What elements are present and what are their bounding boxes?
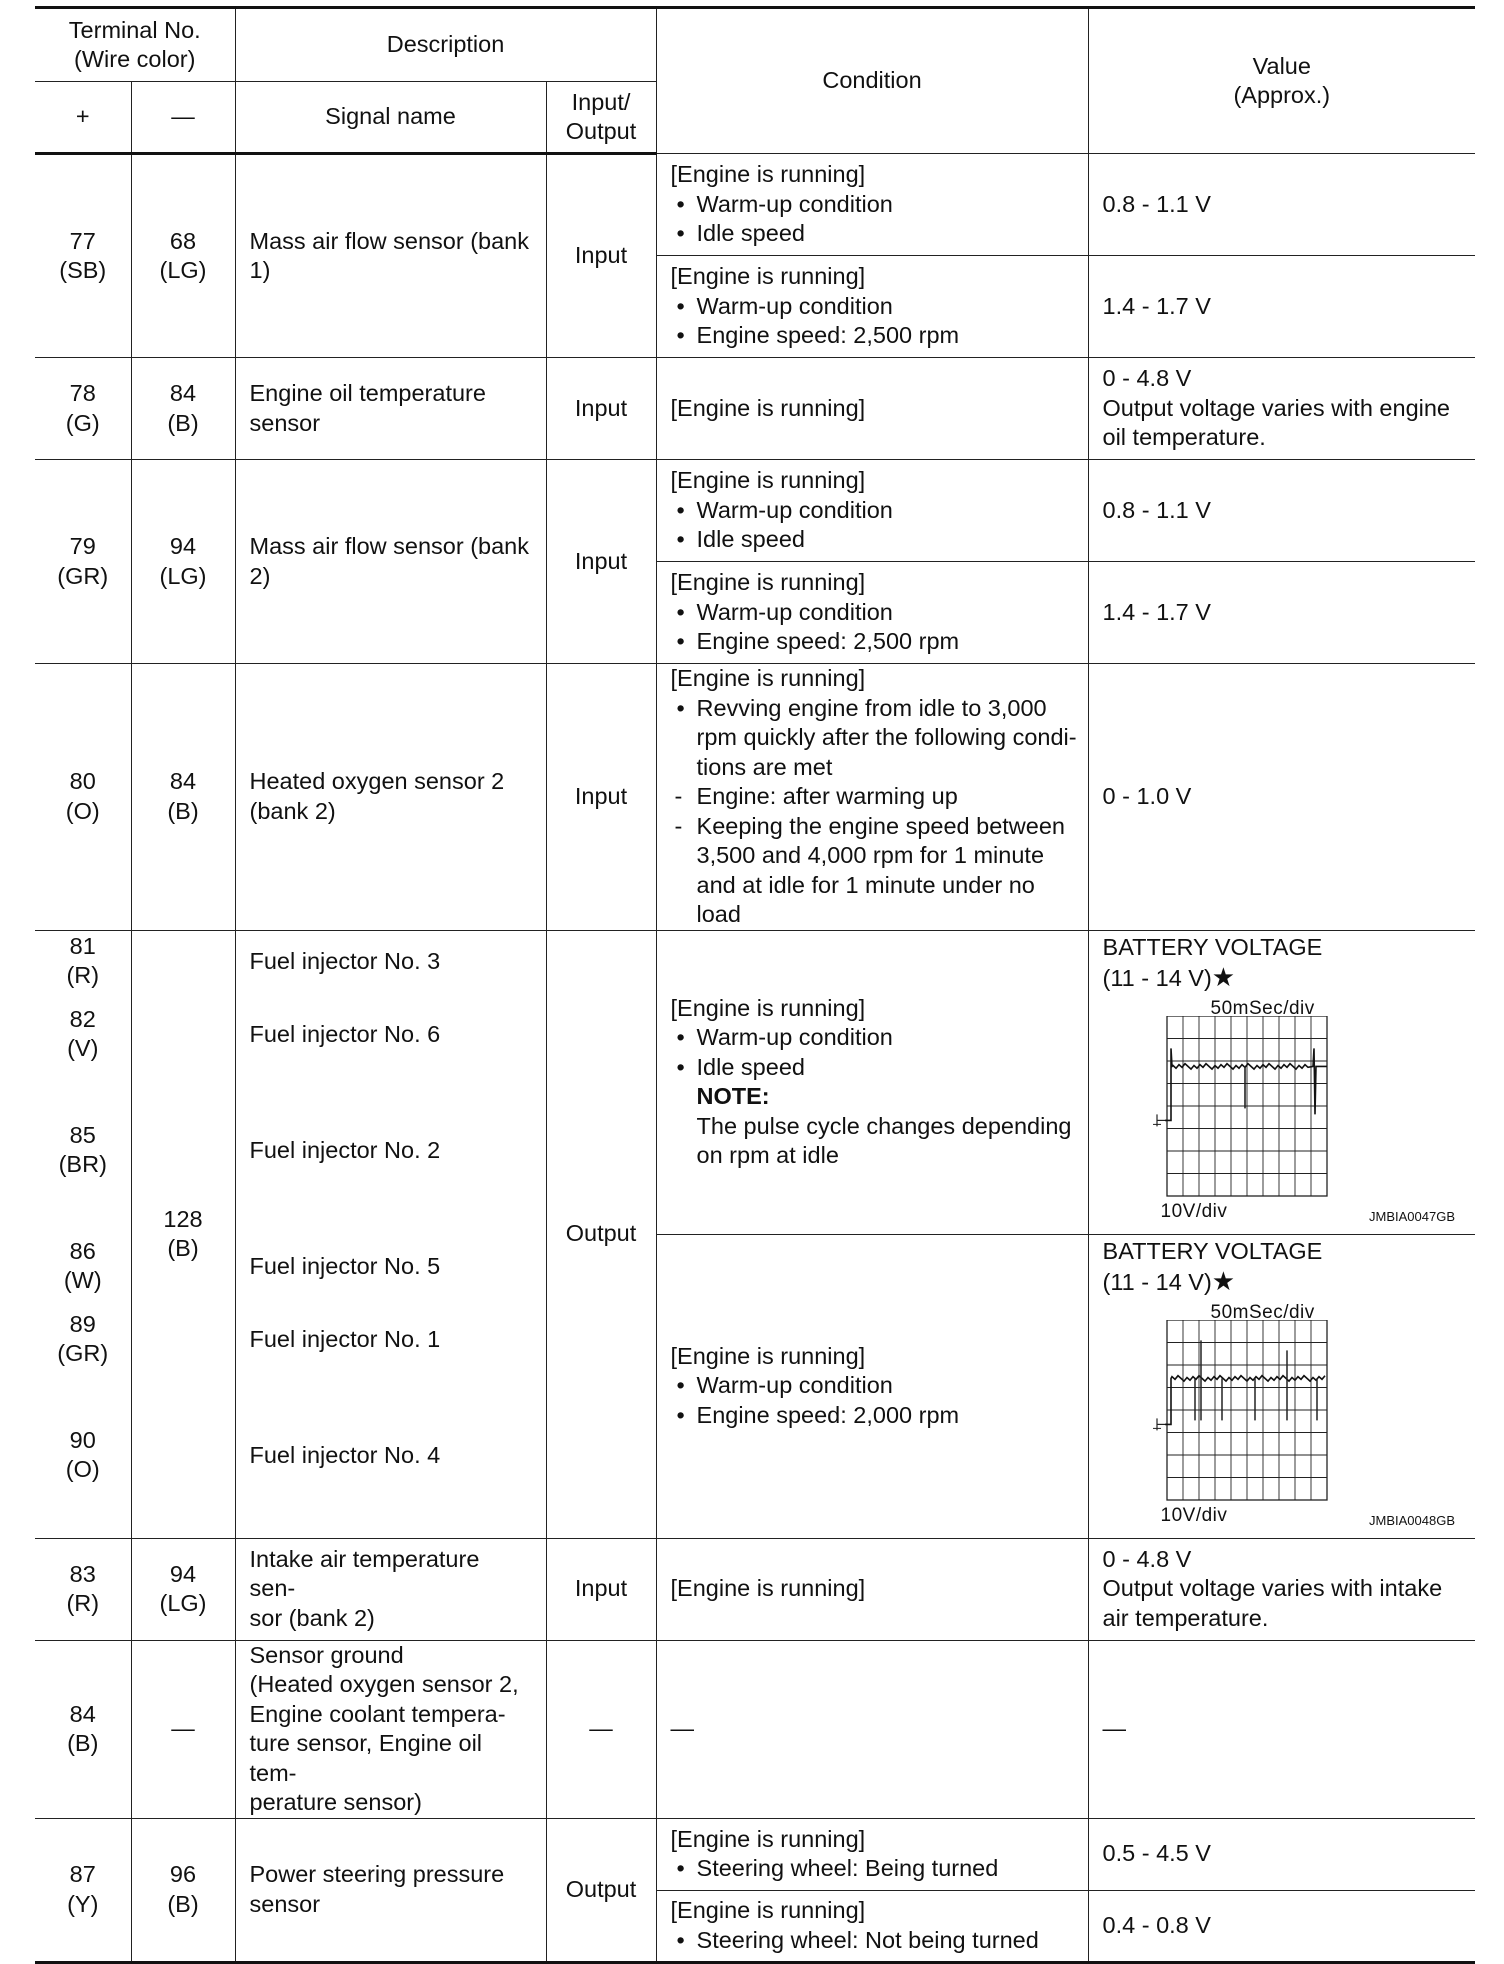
header-plus: + [35, 82, 131, 154]
terminal-plus: 78 (G) [35, 358, 131, 460]
condition: [Engine is running] • Warm-up condition • Idle speed NOTE: The pulse cycle changes depending on rpm at idle [656, 930, 1088, 1234]
condition: [Engine is running] • Warm-up condition • Idle speed [656, 460, 1088, 562]
header-value: Value (Approx.) [1088, 8, 1475, 154]
table-row [35, 1640, 1475, 1818]
header-terminal-no: Terminal No. (Wire color) [35, 8, 235, 82]
signal-name: Fuel injector No. 3 [249, 947, 441, 974]
input-output: Output [546, 930, 656, 1538]
signal-name: Fuel injector No. 2 [249, 1136, 441, 1163]
waveform-trace [1165, 1375, 1325, 1424]
signal-name: Sensor ground (Heated oxygen sensor 2, Engine coolant tempera- ture sensor, Engine oil tem- perature sensor) [235, 1640, 546, 1818]
table-row [35, 358, 1475, 460]
condition: — [656, 1640, 1088, 1818]
value: 0 - 4.8 V Output voltage varies with intake air temperature. [1088, 1538, 1475, 1640]
terminal-plus: 82 (V) [67, 1005, 99, 1061]
signal-name: Fuel injector No. 5 [249, 1252, 441, 1279]
header-minus: — [131, 82, 235, 154]
table-row [35, 930, 1475, 1234]
star-icon: ★ [1211, 1266, 1236, 1296]
signal-name: Intake air temperature sen- sor (bank 2) [235, 1538, 546, 1640]
waveform-trace [1165, 1048, 1327, 1120]
value: 0 - 4.8 V Output voltage varies with engine oil temperature. [1088, 358, 1475, 460]
signal-name: Mass air flow sensor (bank 1) [235, 154, 546, 358]
table-row [35, 664, 1475, 931]
note-text: The pulse cycle changes depending on rpm at idle [696, 1112, 1072, 1168]
terminal-minus: 84 (B) [131, 664, 235, 931]
terminal-plus: 87 (Y) [35, 1818, 131, 1962]
oscilloscope-waveform: 50mSec/div 10V/div JMBIA0048GB [1103, 1298, 1462, 1530]
value: 0.8 - 1.1 V [1088, 460, 1475, 562]
terminal-minus: 94 (LG) [131, 1538, 235, 1640]
signal-name: Fuel injector No. 6 [249, 1020, 441, 1047]
condition: [Engine is running] • Steering wheel: Not being turned [656, 1890, 1088, 1962]
terminal-table-wrapper [35, 6, 1475, 1964]
signal-name: Power steering pressure sensor [235, 1818, 546, 1962]
terminal-minus: — [131, 1640, 235, 1818]
oscilloscope-waveform: 50mSec/div 10V/div JMBIA0047GB [1103, 994, 1462, 1226]
value: BATTERY VOLTAGE (11 - 14 V)★ 50mSec/div 10V/div JMBIA0047GB [1088, 930, 1475, 1234]
terminal-table [35, 6, 1475, 1964]
condition: [Engine is running] • Revving engine from idle to 3,000 rpm quickly after the following condi- tions are met - Engine: after warming up - Keeping the engine speed between 3,500 and 4,000 rpm for 1 minute and at idle for 1 minute under no load [656, 664, 1088, 931]
terminal-minus: 84 (B) [131, 358, 235, 460]
value: 0.5 - 4.5 V [1088, 1818, 1475, 1890]
input-output: Input [546, 154, 656, 358]
input-output: Input [546, 664, 656, 931]
terminal-minus: 96 (B) [131, 1818, 235, 1962]
condition: [Engine is running] • Warm-up condition • Engine speed: 2,500 rpm [656, 256, 1088, 358]
star-icon: ★ [1211, 962, 1236, 992]
header-description: Description [235, 8, 656, 82]
terminal-plus-group [35, 930, 131, 1538]
signal-name: Mass air flow sensor (bank 2) [235, 460, 546, 664]
terminal-plus: 77 (SB) [35, 154, 131, 358]
header-condition: Condition [656, 8, 1088, 154]
condition: [Engine is running] [656, 1538, 1088, 1640]
header-signal-name: Signal name [235, 82, 546, 154]
input-output: Input [546, 460, 656, 664]
terminal-plus: 79 (GR) [35, 460, 131, 664]
condition: [Engine is running] • Steering wheel: Being turned [656, 1818, 1088, 1890]
condition: [Engine is running] • Warm-up condition • Engine speed: 2,000 rpm [656, 1234, 1088, 1538]
signal-name: Fuel injector No. 4 [249, 1441, 441, 1468]
table-row [35, 1818, 1475, 1890]
value: 0.4 - 0.8 V [1088, 1890, 1475, 1962]
terminal-plus: 80 (O) [35, 664, 131, 931]
condition: [Engine is running] [656, 358, 1088, 460]
condition: [Engine is running] • Warm-up condition • Idle speed [656, 154, 1088, 256]
terminal-plus: 83 (R) [35, 1538, 131, 1640]
terminal-minus: 128 (B) [131, 930, 235, 1538]
dash-line: - Keeping the engine speed between 3,500 and 4,000 rpm for 1 minute and at idle for 1 minute under no load [671, 812, 1080, 930]
terminal-plus: 89 (GR) [57, 1310, 109, 1366]
value: — [1088, 1640, 1475, 1818]
input-output: Input [546, 1538, 656, 1640]
terminal-plus: 85 (BR) [58, 1121, 107, 1177]
signal-name: Heated oxygen sensor 2 (bank 2) [235, 664, 546, 931]
table-row [35, 460, 1475, 562]
terminal-minus: 94 (LG) [131, 460, 235, 664]
input-output: — [546, 1640, 656, 1818]
terminal-plus: 90 (O) [65, 1426, 100, 1482]
value: 1.4 - 1.7 V [1088, 562, 1475, 664]
value: 0 - 1.0 V [1088, 664, 1475, 931]
header-input-output: Input/ Output [546, 82, 656, 154]
table-row [35, 1538, 1475, 1640]
value: 1.4 - 1.7 V [1088, 256, 1475, 358]
terminal-plus: 86 (W) [63, 1237, 102, 1293]
signal-name: Fuel injector No. 1 [249, 1325, 441, 1352]
signal-name: Engine oil temperature sensor [235, 358, 546, 460]
waveform-graph [1143, 1016, 1329, 1198]
value: 0.8 - 1.1 V [1088, 154, 1475, 256]
bullet-line: • Revving engine from idle to 3,000 rpm quickly after the following condi- tions are met [671, 694, 1080, 783]
value: BATTERY VOLTAGE (11 - 14 V)★ 50mSec/div 10V/div JMBIA0048GB [1088, 1234, 1475, 1538]
signal-name-group [235, 930, 546, 1538]
condition: [Engine is running] • Warm-up condition • Engine speed: 2,500 rpm [656, 562, 1088, 664]
waveform-graph [1143, 1320, 1329, 1502]
terminal-plus: 81 (R) [66, 932, 100, 988]
input-output: Input [546, 358, 656, 460]
table-row [35, 154, 1475, 256]
input-output: Output [546, 1818, 656, 1962]
terminal-minus: 68 (LG) [131, 154, 235, 358]
terminal-plus: 84 (B) [35, 1640, 131, 1818]
